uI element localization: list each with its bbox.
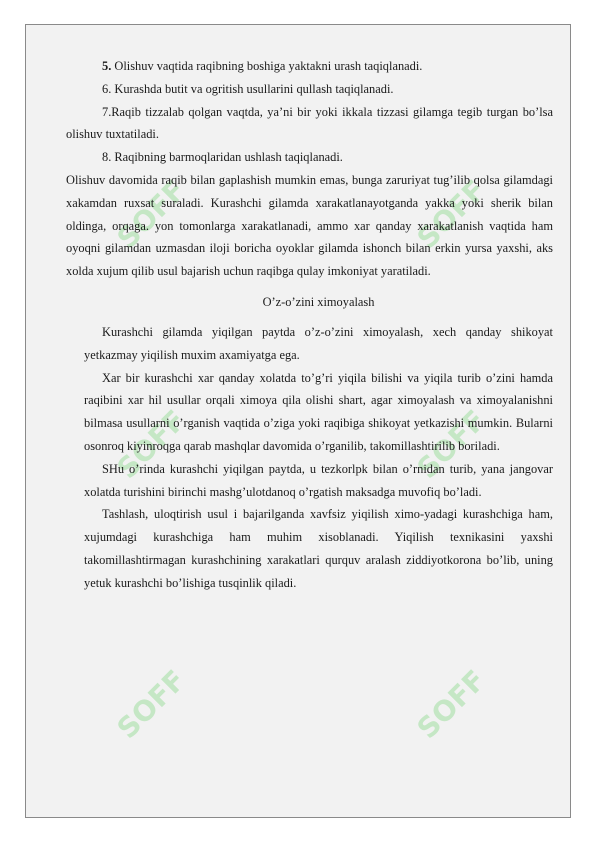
rule-text: 8. Raqibning barmoqlaridan ushlash taqiqlanadi. xyxy=(102,150,343,165)
paragraph-after-4: Tashlash, uloqtirish usul i bajarilganda xavfsiz yiqilish ximo-yadagi kurashchiga ham, xujumdagi kurashchiga ham muhim xisoblanadi. Yiqilish texnikasini yaxshi takomillashtirmagan kurashchining xarakatlari qurquv aralash ziddiyotkorona bo’lib, uning yetuk kurashchi bo’lishiga tusqinlik qiladi. xyxy=(84,507,553,590)
rule-item-7 xyxy=(66,101,553,147)
paragraph-text: Olishuv davomida raqib bilan gaplashish mumkin emas, bunga zaruriyat tug’ilib qolsa gilamdagi xakamdan ruxsat suraladi. Kurashchi gilamda xarakatlanayotganda yakka yoki sherik bilan oldinga, orqaga. yon tomonlarga xarakatlanadi, ammo xar qanday xarakatlanish vaqtida ham oyoqni gilamdan uzmasdan iloji boricha oyoklar gilamda ishonch bilan erkin yursa yaxshi, aks xolda xujum qilib usul bajarish uchun raqibga qulay imkoniyat yaratiladi. xyxy=(66,172,553,279)
rule-number: 5. xyxy=(102,59,112,73)
rule-item-6 xyxy=(84,78,553,101)
paragraph-after-3: SHu o’rinda kurashchi yiqilgan paytda, u tezkorlpk bilan o’rnidan turib, yana jangovar xolatda turishini birinchi mashg’ulotdanoq o’rgatish maksadga muvofiq bo’ladi. xyxy=(84,461,553,499)
svg-text:SOFF: SOFF xyxy=(410,663,493,746)
svg-text:SOFF: SOFF xyxy=(410,403,493,486)
paragraph-gaplashish xyxy=(66,169,553,283)
rule-item-5 xyxy=(84,55,553,78)
paragraph-after-1: Kurashchi gilamda yiqilgan paytda o’z-o’zini ximoyalash, xech qanday shikoyat yetkazmay yiqilish muxim axamiyatga ega. xyxy=(84,324,553,362)
svg-text:SOFF: SOFF xyxy=(110,403,193,486)
document-body xyxy=(66,55,553,595)
rule-text: Kurashda butit va ogritish usullarini qullash taqiqlanadi. xyxy=(111,81,394,96)
rule-text: Olishuv vaqtida raqibning boshiga yaktakni urash taqiqlanadi. xyxy=(111,59,423,73)
svg-text:SOFF: SOFF xyxy=(410,173,493,256)
svg-text:SOFF: SOFF xyxy=(110,663,193,746)
rule-text: 7.Raqib tizzalab qolgan vaqtda, ya’ni bir yoki ikkala tizzasi gilamga tegib turgan bo’lsa olishuv tuxtatiladi. xyxy=(66,104,553,142)
rule-item-8 xyxy=(84,146,553,169)
rule-number: 6. xyxy=(102,81,112,96)
svg-text:SOFF: SOFF xyxy=(110,173,193,256)
paragraph-after-2: Xar bir kurashchi xar qanday xolatda to’g’ri yiqila bilishi va yiqila turib o’zini hamda raqibini xar hil usullar orqali ximoya qila olishi shart, agar ximoyalash va ximoyalanishni bilmasa usullarni o’rganish vaqtida o’ziga yoki raqibiga shikoyat yetkazishi mumkin. Bularni osonroq kiyinroqga qarab mashqlar davomida o’rganilib, takomillashtirilib boriladi. xyxy=(84,370,553,453)
section-heading: O’z-o’zini ximoyalash xyxy=(262,294,375,309)
